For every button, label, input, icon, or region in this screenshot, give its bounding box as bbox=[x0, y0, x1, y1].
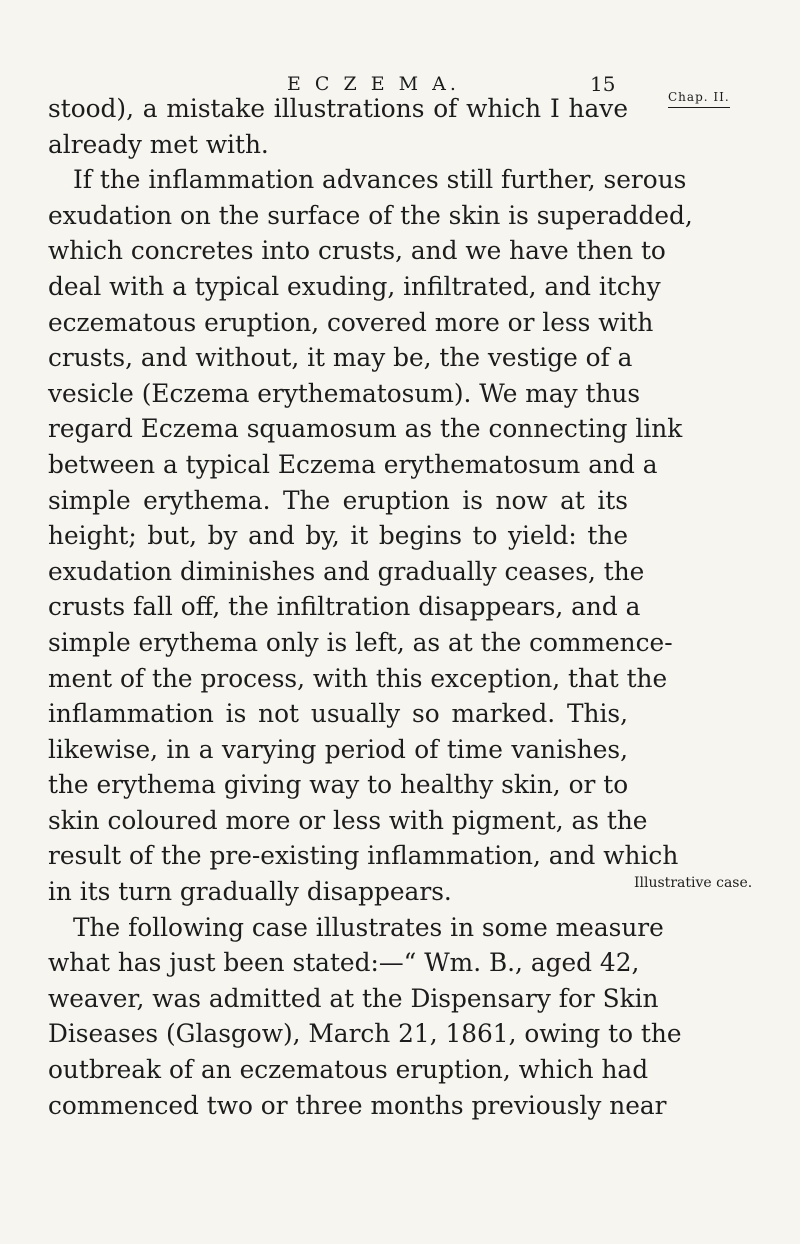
text-line: result of the pre-existing inflammation, and which bbox=[48, 841, 679, 871]
text-line: already met with. bbox=[48, 129, 269, 159]
page-number: 15 bbox=[590, 72, 616, 96]
text-line: inflammation is not usually so marked. This, bbox=[48, 699, 628, 729]
text-line: eczematous eruption, covered more or less with bbox=[48, 307, 654, 337]
text-line: exudation diminishes and gradually ceases, the bbox=[48, 556, 645, 586]
text-line: If the inflammation advances still further, serous bbox=[73, 165, 687, 195]
text-line: crusts fall off, the infiltration disappears, and a bbox=[48, 592, 641, 622]
text-line: simple erythema only is left, as at the commence- bbox=[48, 627, 673, 657]
text-line: between a typical Eczema erythematosum and a bbox=[48, 449, 658, 479]
text-line: height; but, by and by, it begins to yield: the bbox=[48, 521, 628, 551]
text-line: stood), a mistake illustrations of which I have bbox=[48, 94, 628, 123]
margin-note-case: Illustrative case. bbox=[634, 875, 753, 891]
text-line: outbreak of an eczematous eruption, which had bbox=[48, 1055, 649, 1085]
text-line: the erythema giving way to healthy skin, or to bbox=[48, 770, 629, 800]
body-text bbox=[48, 91, 693, 1123]
text-line: crusts, and without, it may be, the vestige of a bbox=[48, 343, 633, 373]
text-line: Diseases (Glasgow), March 21, 1861, owing to the bbox=[48, 1019, 682, 1049]
text-line: what has just been stated:—“ Wm. B., aged 42, bbox=[48, 948, 640, 978]
text-line: in its turn gradually disappears. bbox=[48, 877, 452, 907]
text-line: regard Eczema squamosum as the connecting link bbox=[48, 414, 683, 444]
text-line: vesicle (Eczema erythematosum). We may thus bbox=[48, 378, 641, 408]
text-line: likewise, in a varying period of time vanishes, bbox=[48, 734, 628, 764]
text-line: exudation on the surface of the skin is superadded, bbox=[48, 200, 693, 230]
text-line: simple erythema. The eruption is now at its bbox=[48, 485, 628, 515]
text-line: The following case illustrates in some measure bbox=[73, 912, 664, 942]
text-line: which concretes into crusts, and we have then to bbox=[48, 236, 666, 266]
margin-note-chapter: Chap. II. bbox=[668, 89, 730, 108]
text-line: skin coloured more or less with pigment, as the bbox=[48, 805, 648, 835]
text-line: deal with a typical exuding, infiltrated, and itchy bbox=[48, 271, 661, 301]
text-line: ment of the process, with this exception, that the bbox=[48, 663, 668, 693]
text-line: commenced two or three months previously near bbox=[48, 1090, 667, 1120]
running-title: E C Z E M A. bbox=[287, 73, 460, 95]
text-line: weaver, was admitted at the Dispensary for Skin bbox=[48, 983, 659, 1013]
